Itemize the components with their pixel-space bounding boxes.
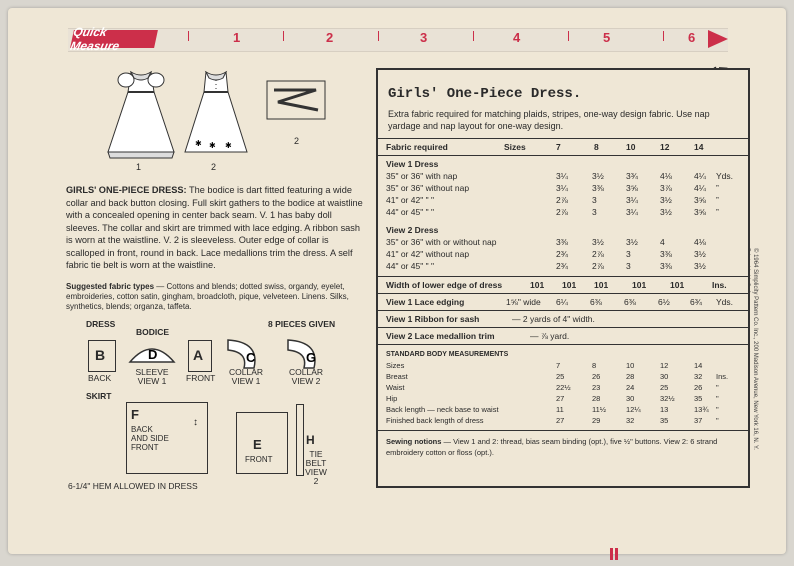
ruler-inch-2: 2 (326, 30, 334, 45)
piece-collar-view2 (284, 338, 324, 370)
ruler-tick (188, 31, 189, 41)
sewing-notions: Sewing notions — View 1 and 2: thread, bias seam binding (opt.), five ½" buttons. View 2: 6 strand embroidery cotton or floss (opt.). (386, 437, 718, 457)
view2-yardage-rows (378, 236, 748, 272)
table-row: Waist 22½ 23 24 25 26 " (386, 383, 719, 392)
view1-label: 1 (136, 162, 142, 172)
svg-text:D: D (148, 346, 158, 362)
table-row: 44" or 45" " " 2⅞ 3 3¼ 3½ 3⅝ ” (386, 207, 719, 217)
ruler-inch-6: 6 (688, 30, 696, 45)
piece-sleeve (128, 340, 176, 366)
ruler-inch-4: 4 (513, 30, 521, 45)
pattern-envelope-back (8, 8, 786, 554)
body-measurements-rows (378, 360, 748, 426)
piece-back: B (88, 340, 116, 372)
svg-text:✱: ✱ (195, 139, 202, 148)
piece-tie-belt (296, 404, 304, 476)
view2-heading: View 2 Dress (386, 225, 439, 235)
ruler-inch-5: 5 (603, 30, 611, 45)
sizes-header: Fabric required Sizes 7 8 10 12 14 (386, 142, 704, 152)
svg-text:C: C (246, 349, 256, 365)
copyright-notice: © 1964 Simplicity Pattern Co. Inc., 200 Madison Avenue, New York 16, N. Y. (752, 248, 758, 450)
ruler-tick (663, 31, 664, 41)
view-illustrations (66, 66, 366, 176)
pieces-given: 8 PIECES GIVEN (268, 318, 336, 329)
chart-intro: Extra fabric required for matching plaids, stripes, one-way design fabric. Use nap yardage and nap layout for one-way design. (388, 109, 710, 131)
lace-edging-row: View 1 Lace edging 1⅝" wide 6¼ 6⅜ 6⅜ 6½ 6¾ Yds. (386, 297, 734, 307)
view2-label: 2 (211, 162, 217, 172)
piece-collar-view1 (224, 338, 264, 370)
dress-label: DRESS (86, 318, 116, 329)
table-row: Back length — neck base to waist 11 11½ 12¼ 13 13¾ " (386, 405, 719, 414)
ruler-inch-1: 1 (233, 30, 241, 45)
ruler-inch-3: 3 (420, 30, 428, 45)
body-measurements-title: STANDARD BODY MEASUREMENTS (386, 351, 509, 358)
table-row: 35" or 36" with or without nap 3⅜ 3½ 3½ 4 4⅛ (386, 237, 706, 247)
bodice-label: BODICE (136, 326, 170, 337)
view1-heading: View 1 Dress (386, 159, 439, 169)
ruler-tick (378, 31, 379, 41)
table-row: 41" or 42" without nap 2¾ 2⅞ 3 3⅜ 3½ (386, 249, 706, 259)
quick-measure-badge: Quick Measure (70, 30, 158, 48)
lace-medallion-row: View 2 Lace medallion trim — ⅞ yard. (386, 331, 570, 341)
piece-front-skirt: E FRONT (236, 412, 288, 474)
ruler-tick (568, 31, 569, 41)
table-row: 35" or 36" without nap 3¼ 3⅜ 3⅝ 3⅞ 4¼ ” (386, 183, 719, 193)
svg-text:G: G (306, 349, 317, 365)
registration-mark (610, 548, 620, 560)
chart-title: Girls' One-Piece Dress. (388, 86, 582, 102)
table-row: 44" or 45" " " 2¾ 2⅞ 3 3⅜ 3½ (386, 261, 706, 271)
hem-allowance-note: 6-1/4" HEM ALLOWED IN DRESS (68, 480, 198, 491)
hem-width-row: Width of lower edge of dress 101 101 101 101 101 Ins. (386, 280, 727, 290)
pattern-pieces: DRESS BODICE 8 PIECES GIVEN B BACK D SLEEVE VIEW 1 A FRONT C COLLAR VIEW 1 G COLLAR VIEW 2 SKIRT F BACK AND SIDE FRONT ↕ E FRONT H TIE BELT VIEW 2 6-1/4" HEM ALLOWED IN DRESS (68, 318, 336, 491)
ruler-tick (473, 31, 474, 41)
ruler-tick (283, 31, 284, 41)
piece-back-side-front: F BACK AND SIDE FRONT ↕ (126, 402, 208, 474)
view1-yardage-rows (378, 170, 748, 218)
table-row: 35" or 36" with nap 3¼ 3½ 3¾ 4⅛ 4¼ Yds. (386, 171, 734, 181)
grainline-arrow-icon: ↕ (193, 416, 198, 428)
table-row: Breast 25 26 28 30 32 Ins. (386, 372, 729, 381)
ribbon-sash-row: View 1 Ribbon for sash — 2 yards of 4" width. (386, 314, 595, 324)
view3-label: 2 (294, 136, 300, 146)
quick-measure-ruler (68, 28, 728, 52)
tie-belt-illustration (266, 80, 326, 120)
table-row: 41" or 42" " " 2⅞ 3 3¼ 3½ 3⅝ ” (386, 195, 719, 205)
table-row: Hip 27 28 30 32½ 35 " (386, 394, 719, 403)
svg-text:✱: ✱ (225, 141, 232, 150)
skirt-label: SKIRT (86, 390, 112, 401)
dress-view1-illustration (106, 66, 176, 166)
piece-front: A (188, 340, 212, 372)
suggested-fabric-types: Suggested fabric types — Cottons and blends; dotted swiss, organdy, eyelet, embroideries, cotton satin, gingham, broadcloth, pique, velveteen. Linens. Silks, synthetics, blends; organza, taffeta. (66, 281, 349, 311)
svg-text:✱: ✱ (209, 141, 216, 150)
table-row: Finished back length of dress 27 29 32 35 37 " (386, 416, 719, 425)
yardage-chart (376, 68, 750, 488)
dress-view2-illustration (181, 66, 251, 166)
left-column (66, 66, 366, 528)
pattern-description: GIRLS' ONE-PIECE DRESS: The bodice is dart fitted featuring a wide collar and back button closing. Full skirt gathers to the bodice at waistline with a concealed opening in center back seam. V. 1 has baby doll sleeves. The collar and skirt are trimmed with lace edging. A ribbon sash is worn at the waistline. V. 2 is sleeveless. Outer edge of collar is scalloped in front, round in back. Lace medallions trim the dress. A self fabric tie belt is worn at the waistline. (66, 185, 363, 270)
table-row: Sizes 7 8 10 12 14 (386, 361, 703, 370)
